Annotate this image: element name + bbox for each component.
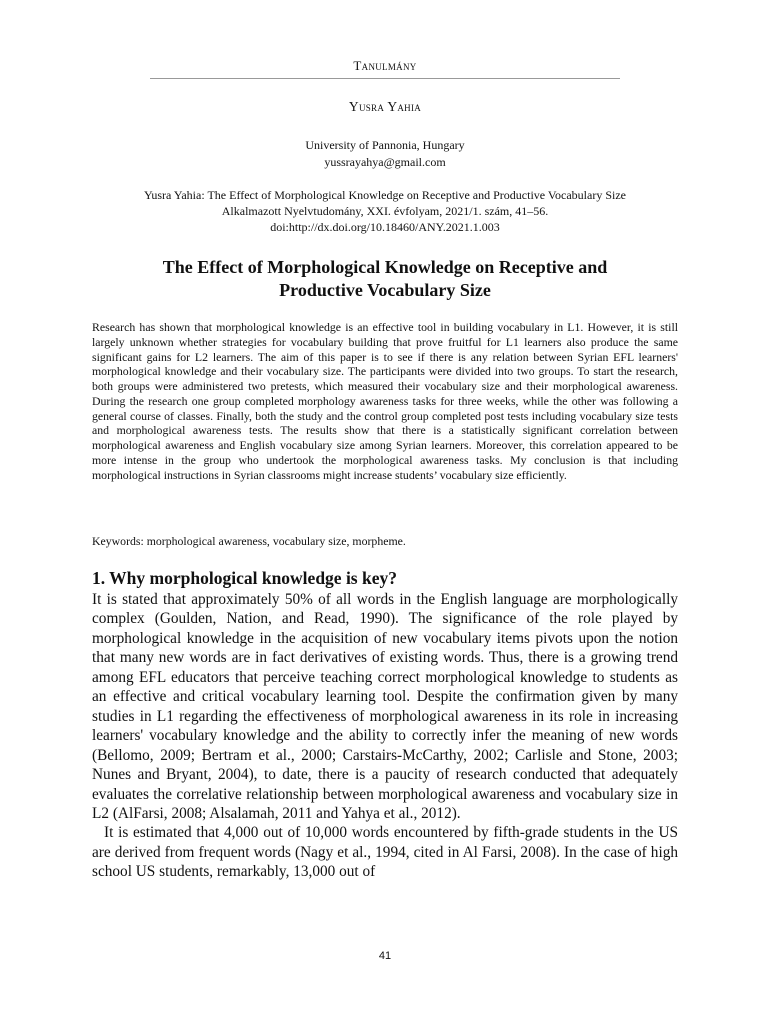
keywords: Keywords: morphological awareness, vocabulary size, morpheme. [92,534,406,548]
citation-line-1: Yusra Yahia: The Effect of Morphological Knowledge on Receptive and Productive Vocabulary Size [144,188,626,202]
author-email: yussrayahya@gmail.com [324,155,446,169]
section-body [92,590,678,882]
citation-block [0,187,770,235]
author-name: Yusra Yahia [348,99,422,114]
paper-title-line-1: The Effect of Morphological Knowledge on Receptive and [162,257,608,277]
header-divider [150,78,620,79]
paper-title [92,256,678,302]
page-number: 41 [378,950,392,962]
author-affiliation: University of Pannonia, Hungary [305,138,465,152]
body-paragraph: It is estimated that 4,000 out of 10,000 words encountered by fifth-grade students in the US are derived from frequent words (Nagy et al., 1994, cited in Al Farsi, 2008). In the case of high school US students, remarkably, 13,000 out of [92,824,678,881]
author-affiliation-block [0,137,770,171]
citation-line-2: Alkalmazott Nyelvtudomány, XXI. évfolyam, 2021/1. szám, 41–56. [221,204,549,218]
citation-doi: doi:http://dx.doi.org/10.18460/ANY.2021.1.003 [270,220,500,234]
journal-section-header: Tanulmány [353,58,417,73]
body-paragraph: It is stated that approximately 50% of all words in the English language are morphologically complex (Goulden, Nation, and Read, 1990). The significance of the role played by morphological knowledge in the acquisition of new vocabulary items pivots upon the notion that many new words are in fact derivatives of existing words. Thus, there is a growing trend among EFL educators that perceive teaching correct morphological knowledge to students as an effective and critical vocabulary learning tool. Despite the confirmation given by many studies in L1 regarding the effectiveness of morphological awareness in its role in increasing learners' vocabulary knowledge and the ability to correctly infer the meaning of new words (Bellomo, 2009; Bertram et al., 2000; Carstairs-McCarthy, 2002; Carlisle and Stone, 2003; Nunes and Bryant, 2004), to date, there is a paucity of research conducted that adequately evaluates the correlative relationship between morphological awareness and vocabulary size in L2 (AlFarsi, 2008; Alsalamah, 2011 and Yahya et al., 2012). [92,591,678,822]
section-heading: 1. Why morphological knowledge is key? [92,568,397,588]
abstract: Research has shown that morphological knowledge is an effective tool in building vocabulary in L1. However, it is still largely unknown whether strategies for vocabulary building that prove fruitful for L1 learners also produce the same significant gains for L2 learners. The aim of this paper is to see if there is any relation between Syrian EFL learners' morphological knowledge and their vocabulary size. The participants were divided into two groups. To start the research, both groups were administered two pretests, which measured their vocabulary size and their morphological awareness. During the research one group completed morphology awareness tasks for three weeks, while the other was following a general course of classes. Finally, both the study and the control group completed post tests including vocabulary size tests and morphological awareness tests. The results show that there is a statistically significant correlation between morphological awareness and English vocabulary size among Syrian learners. Moreover, this correlation appeared to be more intense in the group who undertook the morphological awareness tasks. My conclusion is that including morphological instructions in Syrian classrooms might increase students’ vocabulary size efficiently. [92,320,678,482]
paper-title-line-2: Productive Vocabulary Size [279,280,491,300]
